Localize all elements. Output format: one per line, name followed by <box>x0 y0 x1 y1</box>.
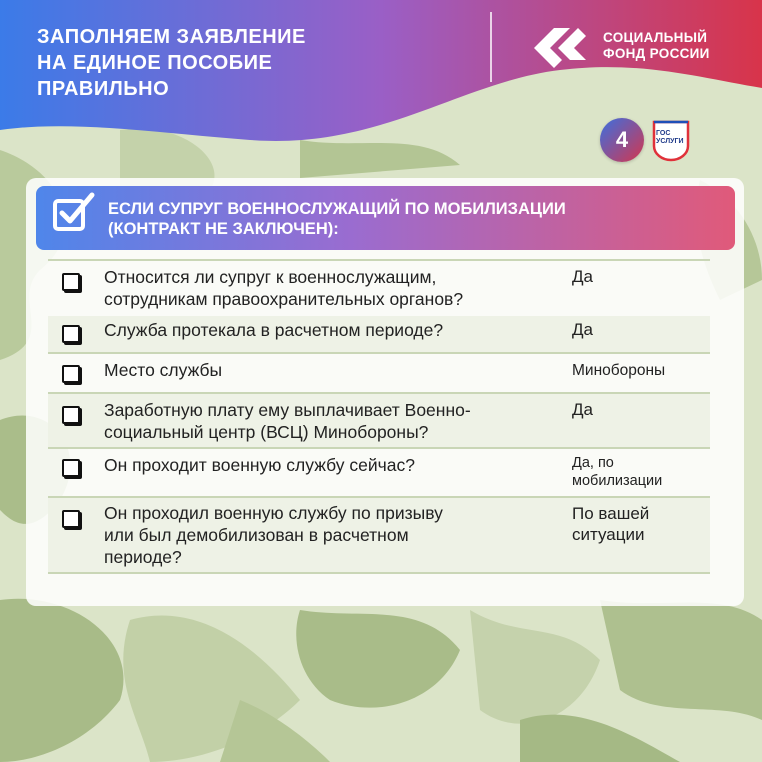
section-title: ЕСЛИ СУПРУГ ВОЕННОСЛУЖАЩИЙ ПО МОБИЛИЗАЦИИ (КОНТРАКТ НЕ ЗАКЛЮЧЕН): <box>108 200 566 238</box>
question-text: Заработную плату ему выплачивает Военно- социальный центр (ВСЦ) Минобороны? <box>104 400 471 442</box>
step-number-badge: 4 <box>600 118 644 162</box>
checkbox[interactable] <box>62 406 80 424</box>
gosuslugi-label: ГОС УСЛУГИ <box>656 130 684 145</box>
list-item <box>48 449 710 498</box>
list-item <box>48 259 710 318</box>
header-divider <box>490 12 492 82</box>
list-item <box>48 394 710 449</box>
question-text: Место службы <box>104 360 223 380</box>
question-text: Относится ли супруг к военнослужащим, сотрудникам правоохранительных органов? <box>104 267 464 309</box>
answer-text: Да <box>572 267 593 286</box>
question-text: Он проходит военную службу сейчас? <box>104 455 415 475</box>
list-item <box>48 354 710 394</box>
answer-text: По вашей ситуации <box>572 504 650 544</box>
answer-text: Да <box>572 400 593 419</box>
list-item <box>48 316 710 354</box>
header <box>0 0 762 150</box>
answer-text: Да, по мобилизации <box>572 455 663 489</box>
page-title: ЗАПОЛНЯЕМ ЗАЯВЛЕНИЕ НА ЕДИНОЕ ПОСОБИЕ ПРАВИЛЬНО <box>37 26 306 100</box>
checkbox[interactable] <box>62 325 80 343</box>
sfr-logo-icon <box>528 18 592 76</box>
answer-text: Да <box>572 320 593 339</box>
question-text: Он проходил военную службу по призыву или был демобилизован в расчетном периоде? <box>104 503 443 567</box>
checkbox[interactable] <box>62 510 80 528</box>
checkbox[interactable] <box>62 459 80 477</box>
checkbox[interactable] <box>62 365 80 383</box>
checkbox-check-icon <box>52 191 96 235</box>
org-name: СОЦИАЛЬНЫЙ ФОНД РОССИИ <box>603 30 710 61</box>
answer-text: Минобороны <box>572 362 666 379</box>
checkbox[interactable] <box>62 273 80 291</box>
list-item <box>48 498 710 574</box>
question-text: Служба протекала в расчетном периоде? <box>104 320 444 340</box>
